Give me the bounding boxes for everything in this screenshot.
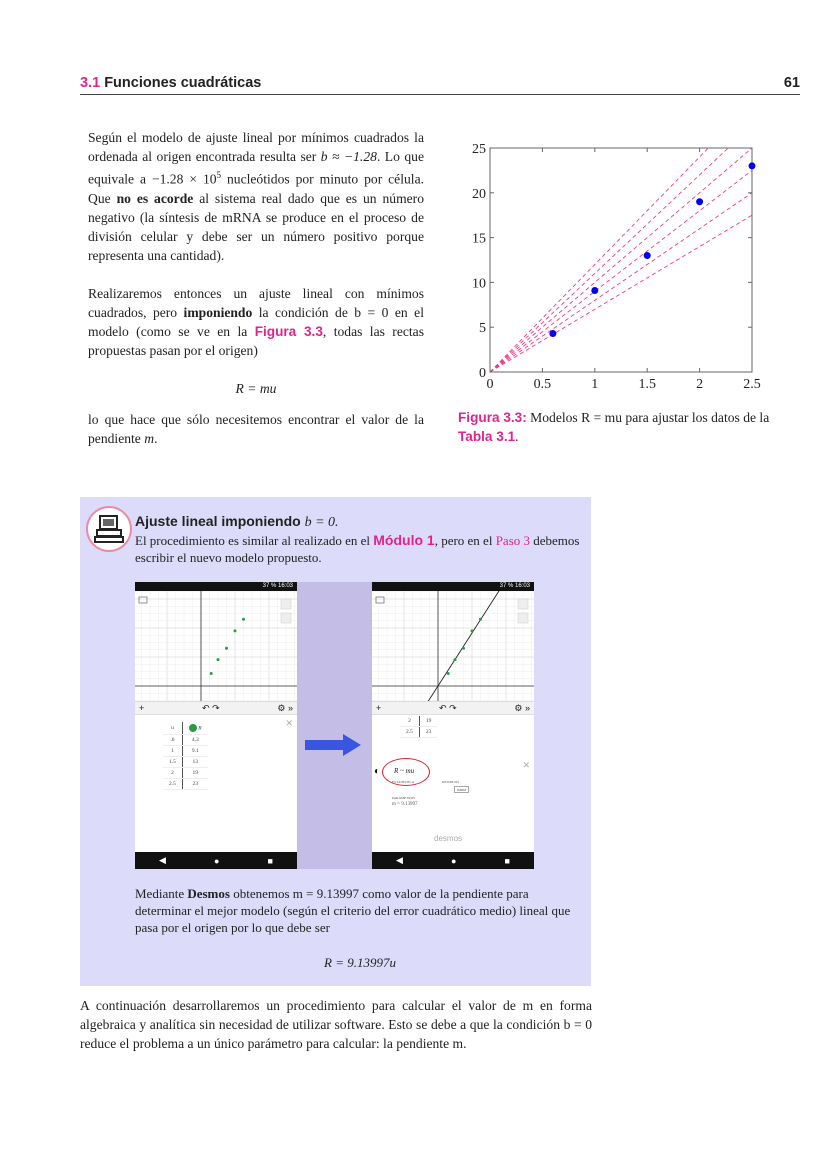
x-tick-label: 1 [591,377,599,392]
model-line [490,135,752,372]
model-line [490,193,752,372]
paragraph-2: Realizaremos entonces un ajuste lineal con mínimos cuadrados, pero imponiendo la condición de b = 0 en el modelo (como se ve en la Figura 3.3, todas las rectas propuestas pasan por el origen) [88,285,424,358]
expression-input[interactable]: R ~ mu [394,767,415,775]
home-view-icon [518,613,528,623]
settings-icon[interactable]: ⚙ » [514,702,530,713]
android-nav-bar [372,852,534,869]
fit-line [418,591,506,701]
box-result-text: Mediante Desmos obtenemos m = 9.13997 como valor de la pendiente para determinar el mejor modelo (según el criterio del error cuadrático medio) lineal que pasa por el origen por lo que debe ser [135,886,571,935]
close-icon[interactable]: ✕ [285,718,293,728]
y-tick-label: 15 [472,231,486,247]
data-point [210,672,213,675]
running-header [80,75,800,95]
box-text: El procedimiento es similar al realizado en el Módulo 1, pero en el Paso 3 debemos escribir el nuevo modelo propuesto. [135,532,580,565]
back-icon[interactable]: ◀ [159,855,166,865]
home-icon[interactable]: ● [451,855,457,866]
data-point [454,658,457,661]
points-icon [189,724,197,732]
phone-screenshot-right: 37 % 16:03 + ↶ ↷ ⚙ » 2 19 2.5 23 ◐ R ~ mu ESTADÍSTICA RESIDUOS trama PARÁMETROS m = 9.13997 ✕ desmos ◀ ● ■ [372,582,534,869]
data-table: 2 19 2.5 23 [400,716,437,738]
data-point [242,618,245,621]
x-tick-label: 2.5 [743,377,761,392]
data-point [225,647,228,650]
equation: R = mu [235,380,277,396]
result-equation: R = 9.13997u [324,955,396,970]
desmos-logo: desmos [434,834,463,843]
recents-icon[interactable]: ■ [267,855,273,866]
closing-paragraph: A continuación desarrollaremos un procedimiento para calcular el valor de m en forma algebraica y analítica sin necesidad de utilizar software. Esto se debe a que la condición b = 0 reduce el problema a un único parámetro para calcular: la pendiente m. [80,998,592,1051]
status-bar: 37 % 16:03 [372,582,534,591]
y-tick-label: 10 [472,276,486,292]
figure-chart [440,135,780,395]
data-point [749,162,756,169]
phone-screenshot-left [135,582,297,869]
menu-icon [139,597,147,603]
plot-residuals-button[interactable]: trama [454,786,469,793]
graph-toolbar [372,701,534,715]
recents-icon[interactable]: ■ [504,855,510,866]
x-tick-label: 1.5 [638,377,656,392]
figure-link[interactable]: Figura 3.3 [254,323,323,339]
x-tick-label: 2 [696,377,704,392]
undo-icon[interactable]: ↶ ↷ [202,702,220,713]
regression-icon: ◐ [374,766,381,777]
model-line [490,135,752,372]
data-point [549,330,556,337]
table-link[interactable]: Tabla 3.1 [458,429,516,444]
model-line [490,215,752,372]
add-icon[interactable]: + [376,703,382,713]
data-table: u R .6 4.3 1 9.1 1.5 13 2 19 2.5 23 [163,722,208,790]
arrow-right-icon [305,734,361,756]
computer-icon [86,506,132,552]
data-point [696,198,703,205]
paragraph-3: lo que hace que sólo necesitemos encontrar el valor de la pendiente m. [88,411,424,446]
y-tick-label: 5 [479,321,486,337]
android-nav-bar [135,852,297,869]
screenshot-divider [297,582,372,869]
x-tick-label: 0 [486,377,494,392]
section-title: Funciones cuadráticas [104,75,262,91]
y-tick-label: 20 [472,186,486,202]
model-line [490,170,752,372]
y-tick-label: 25 [472,142,486,157]
y-tick-label: 0 [479,366,486,381]
step-link[interactable]: Paso 3 [495,533,531,548]
figure-caption: Figura 3.3: Modelos R = mu para ajustar los datos de la Tabla 3.1. [458,410,770,444]
box-title: Ajuste lineal imponiendo b = 0. [135,513,339,530]
graph-toolbar [135,701,297,715]
data-point [447,672,450,675]
wrench-icon [281,599,291,609]
graph-area [135,591,297,701]
model-line [490,148,752,372]
parameter-value: m = 9.13997 [392,802,418,807]
home-view-icon [281,613,291,623]
data-point [591,287,598,294]
wrench-icon [518,599,528,609]
x-tick-label: 0.5 [533,377,552,392]
settings-icon[interactable]: ⚙ » [277,702,293,713]
module-link[interactable]: Módulo 1 [373,532,435,548]
data-point [644,252,651,259]
graph-area [372,591,534,701]
section-number: 3.1 [80,75,101,91]
data-point [234,629,237,632]
data-point [479,618,482,621]
add-icon[interactable]: + [139,703,145,713]
data-point [471,629,474,632]
home-icon[interactable]: ● [214,855,220,866]
page-number: 61 [783,75,800,91]
back-icon[interactable]: ◀ [396,855,403,865]
menu-icon [376,597,384,603]
status-bar: 37 % 16:03 [135,582,297,591]
close-icon[interactable]: ✕ [522,760,530,770]
data-point [462,647,465,650]
paragraph-1: Según el modelo de ajuste lineal por mínimos cuadrados la ordenada al origen encontrada resulta ser b ≈ −1.28. Lo que equivale $a -1.28 \times 10^5$ nucleótidos por minuto por célula. Que no es acorde al sistema real dado que es un número negativo (la síntesis de mRNA se produce en el proceso de división celular y debe ser un número positivo porque representa una cantidad). [88,130,425,263]
left-column [88,128,424,448]
data-point [217,658,220,661]
undo-icon[interactable]: ↶ ↷ [439,702,457,713]
